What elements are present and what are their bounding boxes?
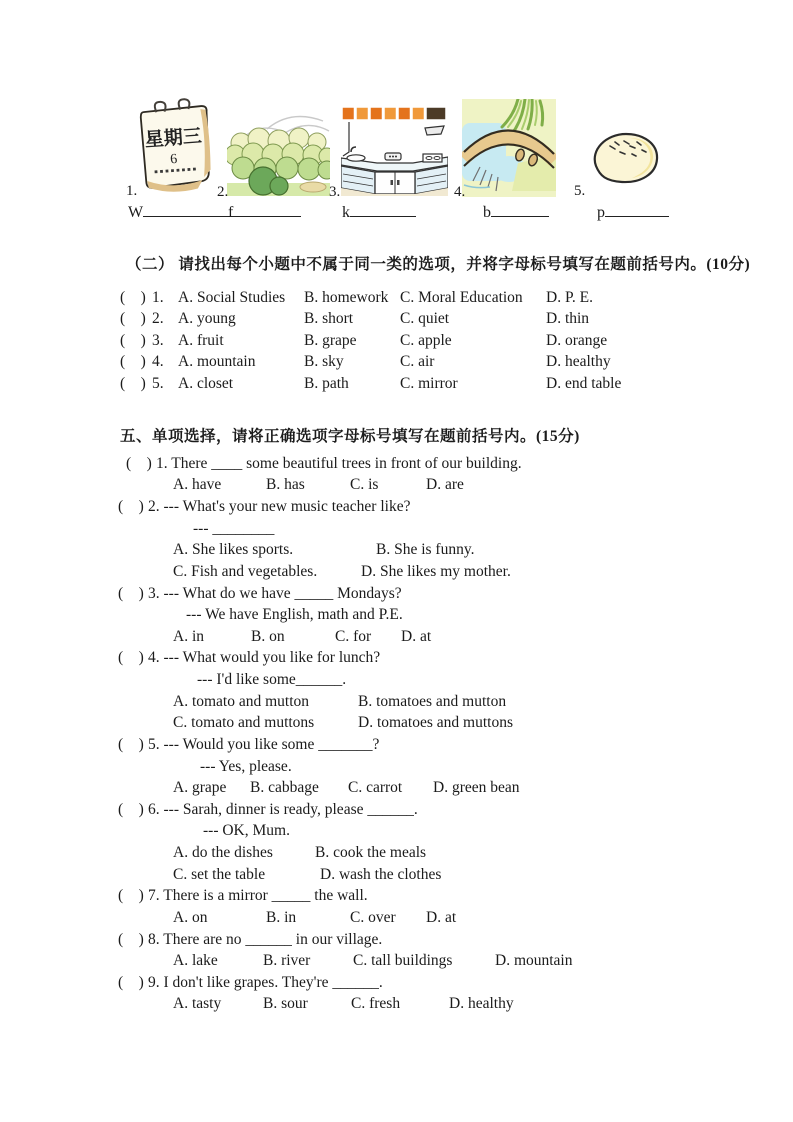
question-row (0, 352, 793, 374)
blank-letter: W (128, 204, 144, 221)
section2-heading: （二） 请找出每个小题中不属于同一类的选项，并将字母标号填写在题前括号内。(10分) (126, 256, 751, 273)
blank-letter: f (228, 204, 234, 221)
option-c: C. Moral Education (400, 288, 523, 306)
option-d: D. are (426, 476, 464, 494)
option-d: D. at (401, 627, 432, 645)
forest-icon (227, 107, 330, 196)
reply-line (0, 821, 793, 843)
question-line (0, 453, 793, 475)
option-c: C. apple (400, 331, 452, 349)
word-blank-b (483, 203, 549, 222)
question-line (0, 799, 793, 821)
option-d: D. orange (546, 331, 608, 349)
question-stem: 2. --- What's your new music teacher like? (148, 498, 411, 516)
option-b: B. She is funny. (376, 541, 475, 559)
option-a: A. on (173, 908, 208, 926)
options-row (0, 561, 793, 583)
answer-bracket: ( ) (120, 331, 146, 349)
word-blank-p (597, 203, 669, 222)
answer-bracket: ( ) (118, 498, 144, 516)
options-row (0, 691, 793, 713)
question-number: 4. (152, 353, 164, 371)
picture-number-3: 3. (329, 184, 341, 200)
calendar-weekday: 星期三 (144, 126, 203, 152)
reply-text: --- ________ (193, 519, 275, 537)
question-row (0, 309, 793, 331)
option-c: C. carrot (348, 779, 403, 797)
options-row (0, 777, 793, 799)
reply-text: --- I'd like some______. (197, 671, 347, 689)
reply-text: --- We have English, math and P.E. (186, 606, 403, 624)
picture-number-1: 1. (126, 183, 138, 199)
question-stem: 3. --- What do we have _____ Mondays? (148, 584, 402, 602)
answer-bracket: ( ) (120, 353, 146, 371)
kitchen-icon (341, 106, 448, 196)
option-b: B. sky (304, 353, 344, 371)
question-line (0, 972, 793, 994)
option-c: C. set the table (173, 865, 266, 883)
options-row (0, 540, 793, 562)
option-b: B. cook the meals (315, 844, 427, 862)
reply-text: --- Yes, please. (200, 757, 292, 775)
answer-bracket: ( ) (118, 930, 144, 948)
options-row (0, 626, 793, 648)
option-c: C. for (335, 627, 372, 645)
section5-lines (0, 453, 793, 1015)
options-row (0, 475, 793, 497)
question-row (0, 287, 793, 309)
question-number: 1. (152, 288, 164, 306)
options-row (0, 994, 793, 1016)
option-c: C. tall buildings (353, 952, 453, 970)
question-number: 3. (152, 331, 164, 349)
option-a: A. have (173, 476, 222, 494)
option-b: B. river (263, 952, 311, 970)
option-b: B. short (304, 310, 354, 328)
question-line (0, 648, 793, 670)
section5-heading: 五、单项选择，请将正确选项字母标号填写在题前括号内。(15分) (120, 428, 580, 445)
blank-line (605, 203, 669, 217)
option-a: A. mountain (178, 353, 256, 371)
blank-letter: k (342, 204, 350, 221)
answer-bracket: ( ) (120, 288, 146, 306)
question-row (0, 330, 793, 352)
option-b: B. has (266, 476, 305, 494)
picture-number-5: 5. (574, 183, 586, 199)
option-b: B. sour (263, 995, 308, 1013)
word-blank-w (128, 203, 243, 222)
options-row (0, 842, 793, 864)
options-row (0, 950, 793, 972)
answer-bracket: ( ) (120, 310, 146, 328)
blank-line (350, 203, 416, 217)
question-stem: 9. I don't like grapes. They're ______. (148, 973, 383, 991)
question-line (0, 929, 793, 951)
option-a: A. tomato and mutton (173, 692, 310, 710)
question-number: 2. (152, 310, 164, 328)
option-c: C. tomato and muttons (173, 714, 315, 732)
option-d: D. mountain (495, 952, 573, 970)
reply-text: --- OK, Mum. (203, 822, 290, 840)
option-d: D. wash the clothes (320, 865, 442, 883)
calendar-icon (131, 98, 219, 196)
word-blank-k (342, 203, 416, 222)
blank-letter: b (483, 204, 491, 221)
question-number: 5. (152, 374, 164, 392)
option-a: A. fruit (178, 331, 224, 349)
options-row (0, 713, 793, 735)
blank-line (233, 203, 301, 217)
blank-line (491, 203, 549, 217)
option-a: A. grape (173, 779, 227, 797)
option-d: D. She likes my mother. (361, 562, 511, 580)
question-stem: 6. --- Sarah, dinner is ready, please ______. (148, 800, 418, 818)
answer-bracket: ( ) (120, 374, 146, 392)
answer-bracket: ( ) (118, 973, 144, 991)
question-line (0, 496, 793, 518)
options-row (0, 864, 793, 886)
answer-bracket: ( ) (118, 584, 144, 602)
option-a: A. do the dishes (173, 844, 273, 862)
picture-number-4: 4. (454, 184, 466, 200)
question-line (0, 886, 793, 908)
potato-icon (584, 126, 666, 190)
option-a: A. in (173, 627, 204, 645)
answer-bracket: ( ) (126, 454, 152, 472)
question-line (0, 583, 793, 605)
option-d: D. tomatoes and muttons (358, 714, 513, 732)
option-d: D. green bean (433, 779, 520, 797)
option-d: D. P. E. (546, 288, 593, 306)
option-a: A. young (178, 310, 236, 328)
option-b: B. on (251, 627, 285, 645)
options-row (0, 907, 793, 929)
calendar-day: 6 (169, 151, 178, 168)
question-stem: 4. --- What would you like for lunch? (148, 649, 381, 667)
answer-bracket: ( ) (118, 735, 144, 753)
option-b: B. in (266, 908, 297, 926)
reply-line (0, 669, 793, 691)
option-c: C. mirror (400, 374, 458, 392)
option-c: C. over (350, 908, 396, 926)
option-c: C. Fish and vegetables. (173, 562, 318, 580)
option-c: C. air (400, 353, 435, 371)
option-b: B. grape (304, 331, 357, 349)
question-stem: 8. There are no ______ in our village. (148, 930, 383, 948)
option-c: C. is (350, 476, 379, 494)
reply-line (0, 756, 793, 778)
option-b: B. tomatoes and mutton (358, 692, 507, 710)
option-d: D. thin (546, 310, 590, 328)
option-b: B. homework (304, 288, 389, 306)
option-d: D. healthy (449, 995, 514, 1013)
option-d: D. at (426, 908, 457, 926)
option-d: D. healthy (546, 353, 611, 371)
option-c: C. quiet (400, 310, 450, 328)
question-row (0, 373, 793, 395)
option-a: A. tasty (173, 995, 222, 1013)
question-line (0, 734, 793, 756)
option-a: A. lake (173, 952, 218, 970)
answer-bracket: ( ) (118, 649, 144, 667)
section2-rows (0, 287, 793, 395)
option-b: B. path (304, 374, 349, 392)
reply-line (0, 604, 793, 626)
option-a: A. She likes sports. (173, 541, 294, 559)
option-a: A. closet (178, 374, 234, 392)
option-c: C. fresh (351, 995, 401, 1013)
option-b: B. cabbage (250, 779, 319, 797)
option-d: D. end table (546, 374, 622, 392)
blank-letter: p (597, 204, 605, 221)
answer-bracket: ( ) (118, 800, 144, 818)
option-a: A. Social Studies (178, 288, 286, 306)
question-stem: 1. There ____ some beautiful trees in front of our building. (156, 454, 522, 472)
question-stem: 5. --- Would you like some _______? (148, 735, 380, 753)
picture-number-2: 2. (217, 184, 229, 200)
answer-bracket: ( ) (118, 887, 144, 905)
reply-line (0, 518, 793, 540)
question-stem: 7. There is a mirror _____ the wall. (148, 887, 368, 905)
word-blank-f (228, 203, 301, 222)
bridge-icon (462, 99, 556, 197)
